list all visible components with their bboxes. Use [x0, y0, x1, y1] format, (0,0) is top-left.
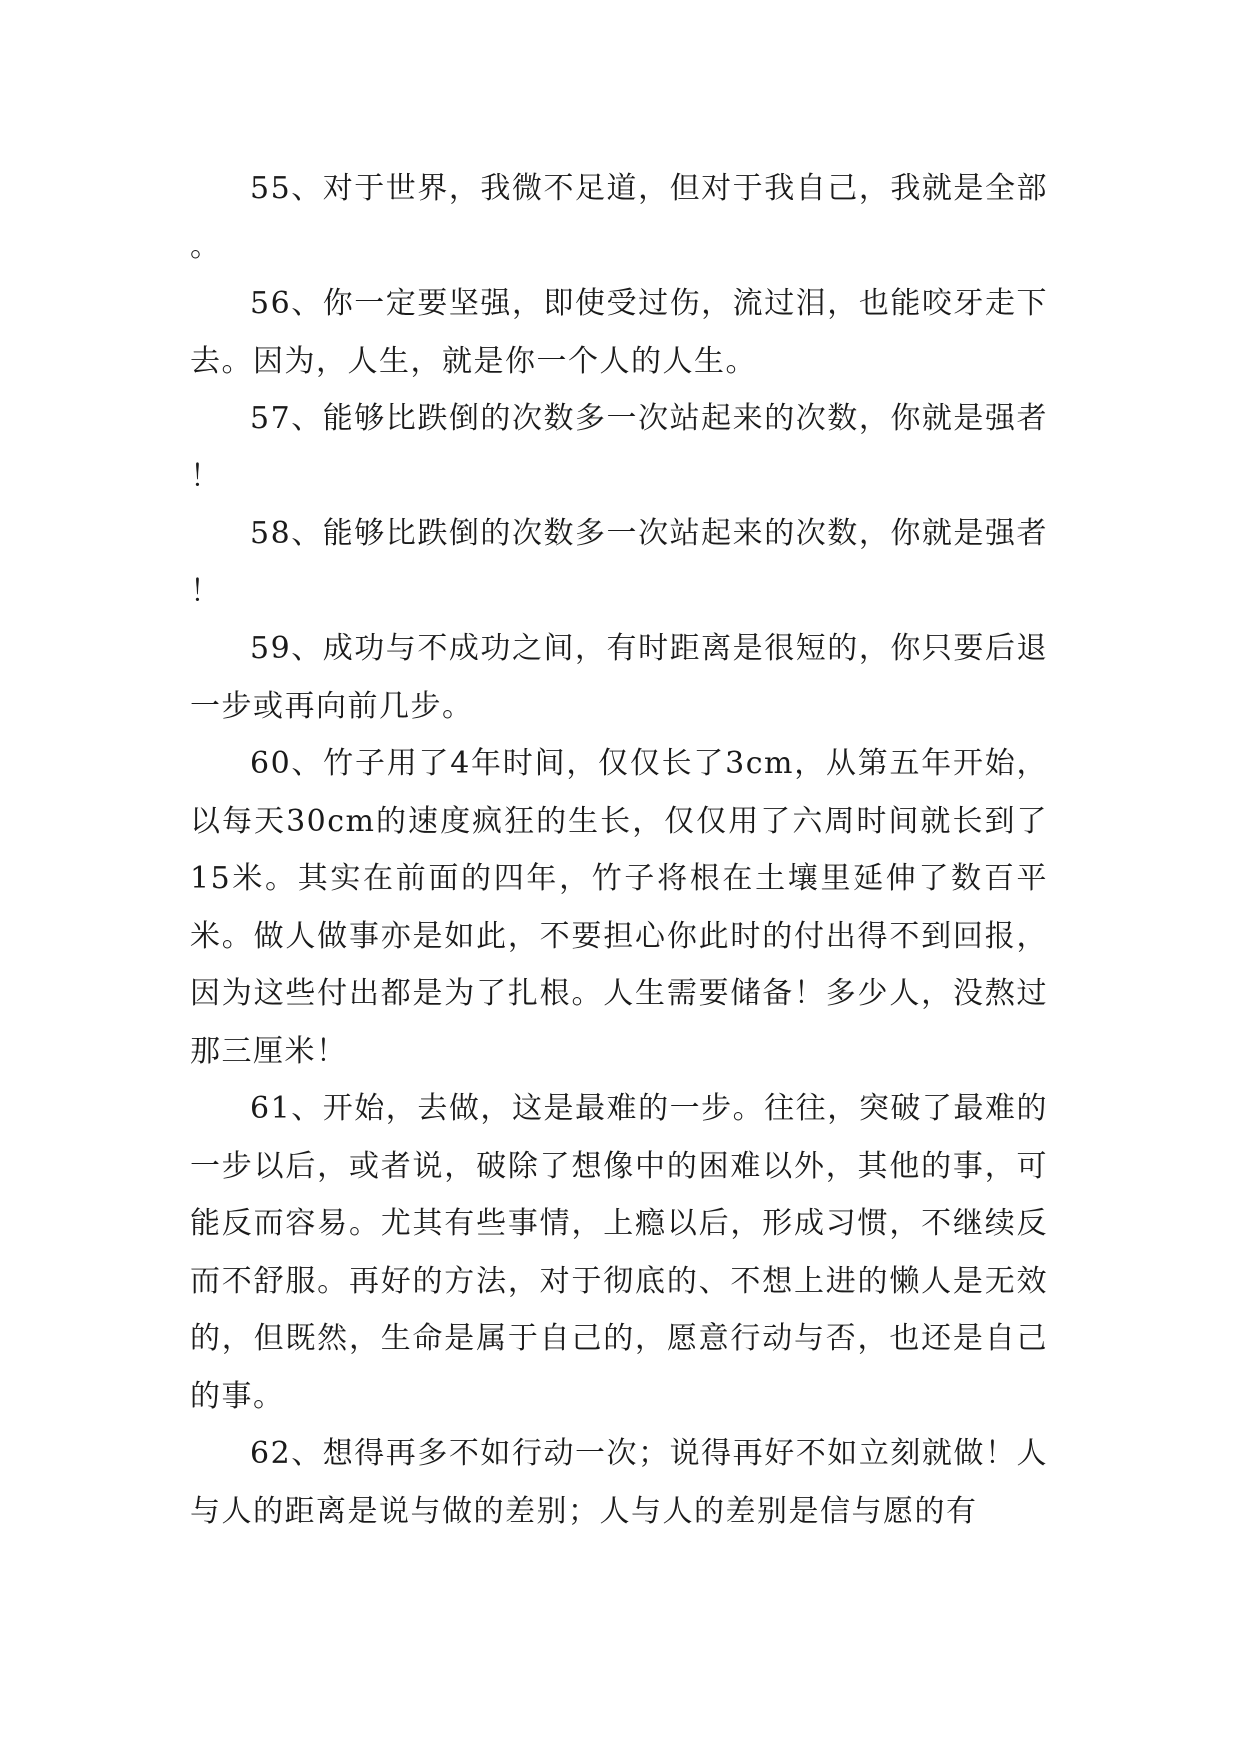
paragraph-57: 57、能够比跌倒的次数多一次站起来的次数，你就是强者！: [190, 401, 1048, 494]
paragraph-61: 61、开始，去做，这是最难的一步。往往，突破了最难的一步以后，或者说，破除了想像中的困难以外，其他的事，可能反而容易。尤其有些事情，上瘾以后，形成习惯，不继续反而不舒服。再好的方法，对于彻底的、不想上进的懒人是无效的，但既然，生命是属于自己的，愿意行动与否，也还是自己的事。: [190, 1091, 1048, 1414]
paragraph-62: 62、想得再多不如行动一次；说得再好不如立刻就做！人与人的距离是说与做的差别；人与人的差别是信与愿的有: [190, 1436, 1048, 1529]
document-body: [190, 160, 1048, 1540]
paragraph-60: 60、竹子用了4年时间，仅仅长了3cm，从第五年开始，以每天30cm的速度疯狂的生长，仅仅用了六周时间就长到了15米。其实在前面的四年，竹子将根在土壤里延伸了数百平米。做人做事亦是如此，不要担心你此时的付出得不到回报，因为这些付出都是为了扎根。人生需要储备！多少人，没熬过那三厘米！: [190, 746, 1048, 1069]
paragraph-56: 56、你一定要坚强，即使受过伤，流过泪，也能咬牙走下去。因为，人生，就是你一个人的人生。: [190, 286, 1048, 379]
paragraph-58: 58、能够比跌倒的次数多一次站起来的次数，你就是强者！: [190, 516, 1048, 609]
paragraph-55: 55、对于世界，我微不足道，但对于我自己，我就是全部。: [190, 171, 1048, 264]
paragraph-59: 59、成功与不成功之间，有时距离是很短的，你只要后退一步或再向前几步。: [190, 631, 1048, 724]
